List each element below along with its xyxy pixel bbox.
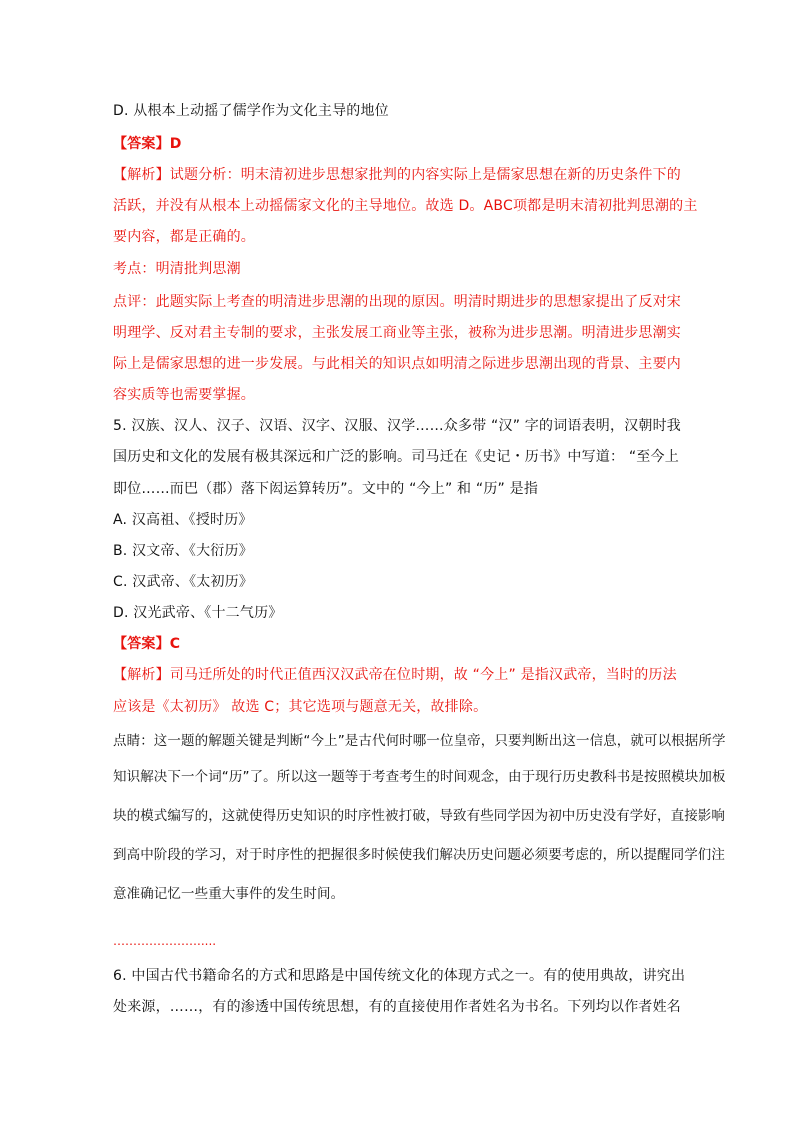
q5-answer: 【答案】C <box>113 636 181 652</box>
q4-answer: 【答案】D <box>113 136 182 152</box>
q5-option-a: A. 汉高祖、《授时历》 <box>113 512 253 528</box>
q5-dianjing-line-2: 知识解决下一个词“历”了。所以这一题等于考查考生的时间观念，由于现行历史教科书是按照模块加板 <box>113 769 726 785</box>
q5-dianjing-line-3: 块的模式编写的，这就使得历史知识的时序性被打破，导致有些同学因为初中历史没有学好，直接影响 <box>113 808 725 824</box>
q4-analysis-line-3: 要内容，都是正确的。 <box>113 229 255 245</box>
q5-option-c: C. 汉武帝、《太初历》 <box>113 574 254 590</box>
q5-dianjing-line-5: 意准确记忆一些重大事件的发生时间。 <box>113 886 345 902</box>
q5-analysis-line-2: 应该是《太初历》 故选 C；其它选项与题意无关，故排除。 <box>113 699 488 715</box>
q5-option-b: B. 汉文帝、《大衍历》 <box>113 543 253 559</box>
q4-kaodian: 考点：明清批判思潮 <box>113 261 241 277</box>
q5-analysis-line-1: 【解析】司马迁所处的时代正值西汉汉武帝在位时期，故 “今上” 是指汉武帝，当时的历法 <box>113 667 677 683</box>
section-ellipsis: …………………..... <box>113 934 217 948</box>
q4-dianping-line-4: 容实质等也需要掌握。 <box>113 387 255 403</box>
q4-analysis-line-2: 活跃，并没有从根本上动摇儒家文化的主导地位。故选 D。ABC项都是明末清初批判思潮的主 <box>113 198 698 214</box>
q5-dianjing-line-1: 点睛：这一题的解题关键是判断“今上”是古代何时哪一位皇帝，只要判断出这一信息，就可以根据所学 <box>113 733 726 749</box>
q6-stem-line-1: 6. 中国古代书籍命名的方式和思路是中国传统文化的体现方式之一。有的使用典故，讲究出 <box>113 968 686 984</box>
q5-stem-line-1: 5. 汉族、汉人、汉子、汉语、汉字、汉服、汉学……众多带 “汉” 字的词语表明，汉朝时我 <box>113 418 682 434</box>
q4-dianping-line-2: 明理学、反对君主专制的要求，主张发展工商业等主张，被称为进步思潮。明清进步思潮实 <box>113 325 681 341</box>
q5-dianjing-line-4: 到高中阶段的学习，对于时序性的把握很多时候使我们解决历史问题必须要考虑的，所以提醒同学们注 <box>113 847 725 863</box>
q4-option-d: D. 从根本上动摇了儒学作为文化主导的地位 <box>113 103 389 119</box>
q5-option-d: D. 汉光武帝、《十二气历》 <box>113 605 283 621</box>
q4-analysis-line-1: 【解析】试题分析：明末清初进步思想家批判的内容实际上是儒家思想在新的历史条件下的 <box>113 167 681 183</box>
q5-stem-line-2: 国历史和文化的发展有极其深远和广泛的影响。司马迁在《史记・历书》中写道： “至今上 <box>113 449 679 465</box>
q5-stem-line-3: 即位……而巴（郡）落下闳运算转历”。文中的 “今上” 和 “历” 是指 <box>113 481 539 497</box>
q4-dianping-line-1: 点评：此题实际上考查的明清进步思潮的出现的原因。明清时期进步的思想家提出了反对宋 <box>113 294 681 310</box>
q4-dianping-line-3: 际上是儒家思想的进一步发展。与此相关的知识点如明清之际进步思潮出现的背景、主要内 <box>113 356 681 372</box>
q6-stem-line-2: 处来源，……，有的渗透中国传统思想，有的直接使用作者姓名为书名。下列均以作者姓名 <box>113 999 681 1015</box>
